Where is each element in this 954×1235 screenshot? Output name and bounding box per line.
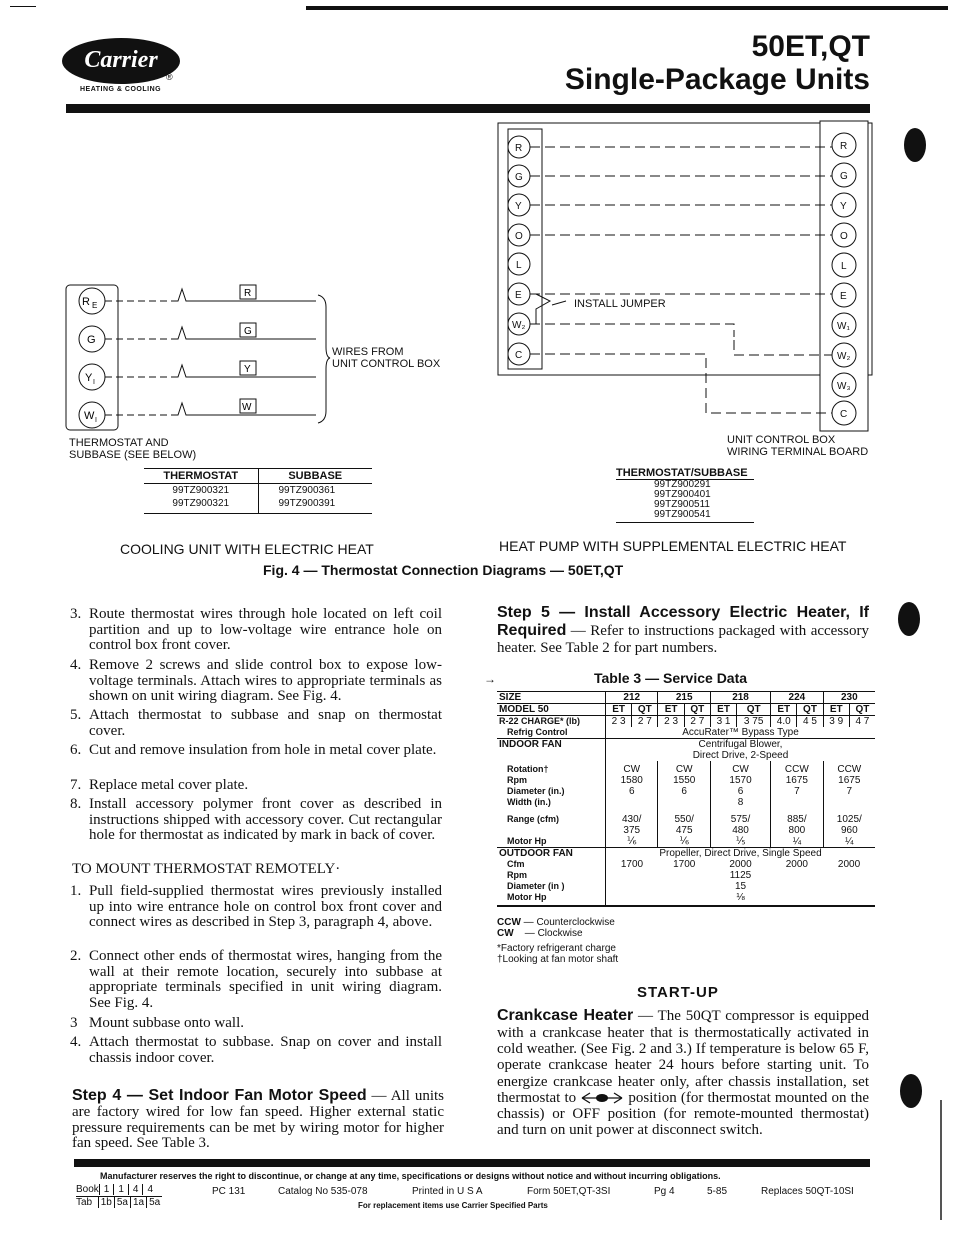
- book-label: Book: [76, 1184, 99, 1195]
- diameter-label: Diameter (in.): [507, 786, 565, 796]
- cfm-cell: 1700: [673, 859, 696, 870]
- brand-name: Carrier: [84, 47, 158, 73]
- indoor-label: INDOOR FAN: [499, 739, 562, 750]
- indoor-col: CW 1580 6 430/ 375 ⅙: [606, 761, 658, 848]
- thermostat-subbase-table: [144, 468, 372, 514]
- margin-dot-icon: [904, 128, 926, 162]
- term-re-sub: E: [92, 301, 98, 310]
- hp-right-y: Y: [840, 201, 847, 212]
- unit-term-y: Y: [244, 364, 251, 375]
- top-rule-left: [10, 6, 36, 7]
- cfm-cell: 1700: [606, 859, 658, 870]
- step5-section: Step 5 — Install Accessory Electric Heater, If Required — Refer to instructions packaged with accessory heater. See Table 2 for part numbers.: [497, 604, 870, 656]
- range-label: Range (cfm): [507, 814, 560, 824]
- top-rule-right: [306, 6, 948, 10]
- model-cell: ET: [771, 704, 797, 716]
- crankcase-text: The 50QT compressor is equipped with a crankcase heater that is thermostatically activated in cold weather. (See Fig. 2 and 3.) If temperature is below 65 F, operate crankcase heater 24 hours before starting unit. To energize crankcase heater only, after chassis installation, set thermostat to: [497, 1008, 869, 1106]
- title-line-2: Single-Package Units: [564, 63, 870, 96]
- note-value: — Clockwise: [524, 928, 583, 939]
- step4-heading: Step 4 — Set Indoor Fan Motor Speed: [72, 1087, 367, 1104]
- outdoor-diameter-label: Diameter (in ): [507, 881, 565, 891]
- size-cell: 212: [606, 692, 658, 704]
- printed-in: Printed in U S A: [412, 1186, 483, 1197]
- charge-cell: 3 1: [710, 716, 736, 728]
- hp-left-c: C: [515, 350, 523, 361]
- th-thermostat: THERMOSTAT: [144, 469, 258, 484]
- tab-label: Tab: [76, 1197, 93, 1208]
- list-item: 8. Install accessory polymer front cover as described in instructions shipped with accessory cover. Cut rectangular hole for thermostat as indicated by mark in back of cover.: [70, 796, 442, 844]
- model-cell: QT: [797, 704, 823, 716]
- registered-mark: ®: [166, 72, 173, 82]
- scan-edge: [940, 1100, 942, 1220]
- step5-text: Refer to instructions packaged with accessory heater. See Table 2 for part numbers.: [497, 623, 870, 656]
- hp-left-g: G: [515, 172, 523, 183]
- note-key: CW: [497, 928, 514, 939]
- list-item: 4. Remove 2 screws and slide control box to expose low-voltage terminals. Attach wires to appropriate terminals as shown on unit wiring diagram. See Fig. 4.: [70, 657, 442, 705]
- crankcase-section: Crankcase Heater — The 50QT compressor is equipped with a crankcase heater that is thermostatically activated in cold weather. (See Fig. 2 and 3.) If temperature is below 65 F, operate crankcase heater 24 hours before starting unit. To energize crankcase heater only, after chassis installation, set thermostat to position (for thermostat mounted on the chassis) or OFF position (for remote-mounted thermostat) and turn on unit power at disconnect switch.: [497, 1007, 870, 1139]
- caption-heat-pump: HEAT PUMP WITH SUPPLEMENTAL ELECTRIC HEAT: [499, 538, 847, 554]
- heat-switch-arrow-icon: [580, 1091, 624, 1105]
- width-label: Width (in.): [507, 797, 551, 807]
- outdoor-motor: ⅛: [606, 892, 876, 906]
- cfm-cell: 2000: [729, 859, 752, 870]
- outdoor-rpm-label: Rpm: [507, 870, 527, 880]
- thermostat-subbase-item: 99TZ900401: [654, 489, 711, 500]
- thermostat-subbase-item: 99TZ900511: [654, 499, 710, 510]
- size-cell: 218: [710, 692, 770, 704]
- indoor-row-labels: [497, 761, 606, 848]
- th-subbase: SUBBASE: [288, 470, 343, 482]
- term-y1-sub: I: [93, 379, 95, 386]
- charge-cell: 2 7: [684, 716, 710, 728]
- rpm-label: Rpm: [507, 775, 527, 785]
- cfm-label: Cfm: [507, 859, 525, 869]
- hp-left-r: R: [515, 143, 523, 154]
- unit-term-g: G: [244, 326, 252, 337]
- model-cell: QT: [632, 704, 658, 716]
- hp-right-o: O: [840, 231, 848, 242]
- header-bar: [66, 104, 870, 113]
- model-cell: ET: [658, 704, 684, 716]
- outdoor-desc: Propeller, Direct Drive, Single Speed: [606, 848, 876, 860]
- subbase-cell: 99TZ900361: [278, 485, 336, 496]
- indoor-col: CW 1550 6 550/ 475 ⅙: [658, 761, 710, 848]
- step4-text-first: All: [390, 1088, 410, 1104]
- service-data-table: [497, 691, 875, 907]
- table3-title: Table 3 — Service Data: [594, 670, 748, 686]
- thermostat-subbase-item: 99TZ900291: [654, 479, 711, 490]
- replacement-note: For replacement items use Carrier Specified Parts: [358, 1201, 548, 1210]
- footer-bar: [74, 1159, 870, 1167]
- model-cell: QT: [684, 704, 710, 716]
- start-up-heading: START-UP: [637, 984, 719, 1001]
- thermostat-diagram: [0, 115, 954, 455]
- refrig-label: Refrig Control: [507, 727, 568, 737]
- hp-right-w3: W₃: [837, 381, 851, 392]
- term-re-label: R: [82, 296, 90, 308]
- table-notes: [497, 917, 618, 965]
- list-item: 4. Attach thermostat to subbase. Snap on cover and install chassis indoor cover.: [70, 1034, 442, 1066]
- step4-text: units are factory wired for low fan speed. Higher external static pressure requirements can be met by wiring motor for higher fan speed. See Table 3.: [72, 1088, 444, 1152]
- form-number: Form 50ET,QT-3SI: [527, 1186, 611, 1197]
- page-title: [565, 30, 870, 96]
- hp-right-l: L: [841, 261, 847, 272]
- figure-title: Fig. 4 — Thermostat Connection Diagrams — 50ET,QT: [263, 562, 624, 578]
- indoor-desc-2: Direct Drive, 2-Speed: [606, 750, 876, 761]
- hp-right-w2: W₂: [837, 351, 851, 362]
- charge-cell: 4.0: [771, 716, 797, 728]
- list-item: 3 Mount subbase onto wall.: [70, 1015, 244, 1031]
- title-line-1: 50ET,QT: [751, 30, 870, 63]
- model-cell: ET: [823, 704, 849, 716]
- thermostat-cell: 99TZ900321: [144, 484, 258, 498]
- list-item: 5. Attach thermostat to subbase and snap on thermostat cover.: [70, 707, 442, 739]
- outdoor-rpm: 1125: [606, 870, 876, 881]
- size-cell: 224: [771, 692, 823, 704]
- step5-heading: Step 5 — Install Accessory Electric Heater, If Required: [497, 604, 869, 639]
- step4-section: Step 4 — Set Indoor Fan Motor Speed — All units are factory wired for low fan speed. Higher external static pressure requirements can be met by wiring motor for higher fan speed. See Table 3.: [72, 1087, 444, 1152]
- charge-cell: 2 3: [606, 716, 632, 728]
- list-item: 2. Connect other ends of thermostat wires, hanging from the wall at their remote location, securely into subbase at appropriate terminals specified in unit wiring diagram. See Fig. 4.: [70, 948, 442, 1011]
- indoor-col: CCW 1675 7 885/ 800 ¼: [771, 761, 823, 848]
- thermostat-subbase-label: THERMOSTAT AND SUBBASE (SEE BELOW): [69, 437, 197, 461]
- cfm-cell: 2000: [785, 859, 808, 870]
- hp-left-e: E: [515, 290, 522, 301]
- charge-cell: 4 7: [849, 716, 875, 728]
- refrig-value: AccuRater™ Bypass Type: [606, 727, 876, 739]
- outdoor-diameter: 15: [606, 881, 876, 892]
- unit-control-box-label: UNIT CONTROL BOX WIRING TERMINAL BOARD: [727, 434, 869, 458]
- charge-cell: 3 9: [823, 716, 849, 728]
- page-number: Pg 4: [654, 1186, 675, 1197]
- term-w1-label: W: [84, 410, 95, 422]
- unit-term-r: R: [244, 288, 252, 299]
- remote-heading: TO MOUNT THERMOSTAT REMOTELY·: [72, 861, 341, 877]
- right-wiring-diagram: [498, 121, 872, 431]
- size-cell: 215: [658, 692, 710, 704]
- hp-right-g: G: [840, 171, 848, 182]
- date: 5-85: [707, 1186, 728, 1197]
- list-item: 3. Route thermostat wires through hole located on left coil partition and up to low-voltage wire entrance hole on control box front cover.: [70, 606, 442, 654]
- footnote: *Factory refrigerant charge: [497, 943, 616, 954]
- hp-right-r: R: [840, 141, 848, 152]
- thermostat-subbase-item: 99TZ900541: [654, 509, 711, 520]
- hp-left-l: L: [516, 260, 522, 271]
- term-g-label: G: [87, 334, 96, 346]
- book-tab-index: Book 1 1 4 4 Tab 1b 5a 1a 5a: [76, 1184, 161, 1208]
- hp-left-y: Y: [515, 201, 522, 212]
- crankcase-text-2: position (for thermostat mounted on the chassis) or OFF position (for remote-mounted thermostat) and turn on unit power at disconnect switch.: [497, 1089, 870, 1139]
- model-cell: ET: [710, 704, 736, 716]
- left-wiring-diagram: [66, 285, 330, 430]
- margin-dot-icon: [898, 602, 920, 636]
- outdoor-label: OUTDOOR FAN: [499, 848, 573, 859]
- indoor-col: CW 1570 6 8 575/ 480 ⅕: [710, 761, 770, 848]
- tagline: HEATING & COOLING: [80, 86, 162, 93]
- th-thermostat-subbase: THERMOSTAT/SUBBASE: [616, 467, 754, 480]
- rotation-label: Rotation†: [507, 764, 549, 774]
- wires-from-label: WIRES FROM UNIT CONTROL BOX: [332, 346, 441, 370]
- caption-cooling: COOLING UNIT WITH ELECTRIC HEAT: [120, 541, 374, 557]
- outdoor-motor-label: Motor Hp: [507, 892, 547, 902]
- model-cell: QT: [737, 704, 771, 716]
- thermostat-cell: 99TZ900321: [144, 497, 258, 514]
- catalog-number: Catalog No 535-078: [278, 1186, 368, 1197]
- indoor-desc-1: Centrifugal Blower,: [606, 739, 876, 751]
- thermostat-subbase-right-table: [616, 467, 754, 523]
- hp-left-w2: W₂: [512, 320, 526, 331]
- hp-right-w1: W₁: [837, 321, 850, 332]
- size-label: SIZE: [499, 692, 522, 703]
- term-y1-label: Y: [85, 372, 93, 384]
- note-value: — Counterclockwise: [523, 917, 615, 928]
- crankcase-heading: Crankcase Heater: [497, 1007, 634, 1024]
- charge-cell: 2 3: [658, 716, 684, 728]
- pc-number: PC 131: [212, 1186, 246, 1197]
- change-arrow-icon: →: [484, 672, 496, 686]
- cfm-cell: 2000: [837, 859, 861, 870]
- charge-cell: 2 7: [632, 716, 658, 728]
- model-cell: ET: [606, 704, 632, 716]
- hp-right-e: E: [840, 291, 847, 302]
- charge-label: R-22 CHARGE* (lb): [499, 716, 581, 726]
- list-item: 6. Cut and remove insulation from hole in metal cover plate.: [70, 742, 437, 758]
- hp-right-c: C: [840, 409, 848, 420]
- note-key: CCW: [497, 917, 521, 928]
- motor-label: Motor Hp: [507, 836, 547, 846]
- footnote: †Looking at fan motor shaft: [497, 954, 619, 965]
- size-cell: 230: [823, 692, 875, 704]
- model-cell: QT: [849, 704, 875, 716]
- install-jumper-label: INSTALL JUMPER: [574, 298, 666, 310]
- carrier-logo: [62, 38, 180, 84]
- subbase-cell: 99TZ900391: [278, 498, 336, 509]
- term-w1-sub: I: [95, 417, 97, 424]
- margin-dot-icon: [900, 1074, 922, 1108]
- unit-term-w: W: [242, 402, 252, 413]
- disclaimer: Manufacturer reserves the right to discontinue, or change at any time, specifications or designs without notice and without incurring obligations.: [100, 1171, 721, 1181]
- replaces: Replaces 50QT-10SI: [761, 1186, 854, 1197]
- charge-cell: 3 75: [737, 716, 771, 728]
- list-item: 7. Replace metal cover plate.: [70, 777, 249, 793]
- model-label: MODEL 50: [499, 704, 549, 715]
- indoor-col: CCW 1675 7 1025/ 960 ¼: [823, 761, 875, 848]
- charge-cell: 4 5: [797, 716, 823, 728]
- list-item: 1. Pull field-supplied thermostat wires previously installed up into wire entrance hole on control box front cover and connect wires as described in Step 3, paragraph 4, above.: [70, 883, 442, 931]
- hp-left-o: O: [515, 231, 523, 242]
